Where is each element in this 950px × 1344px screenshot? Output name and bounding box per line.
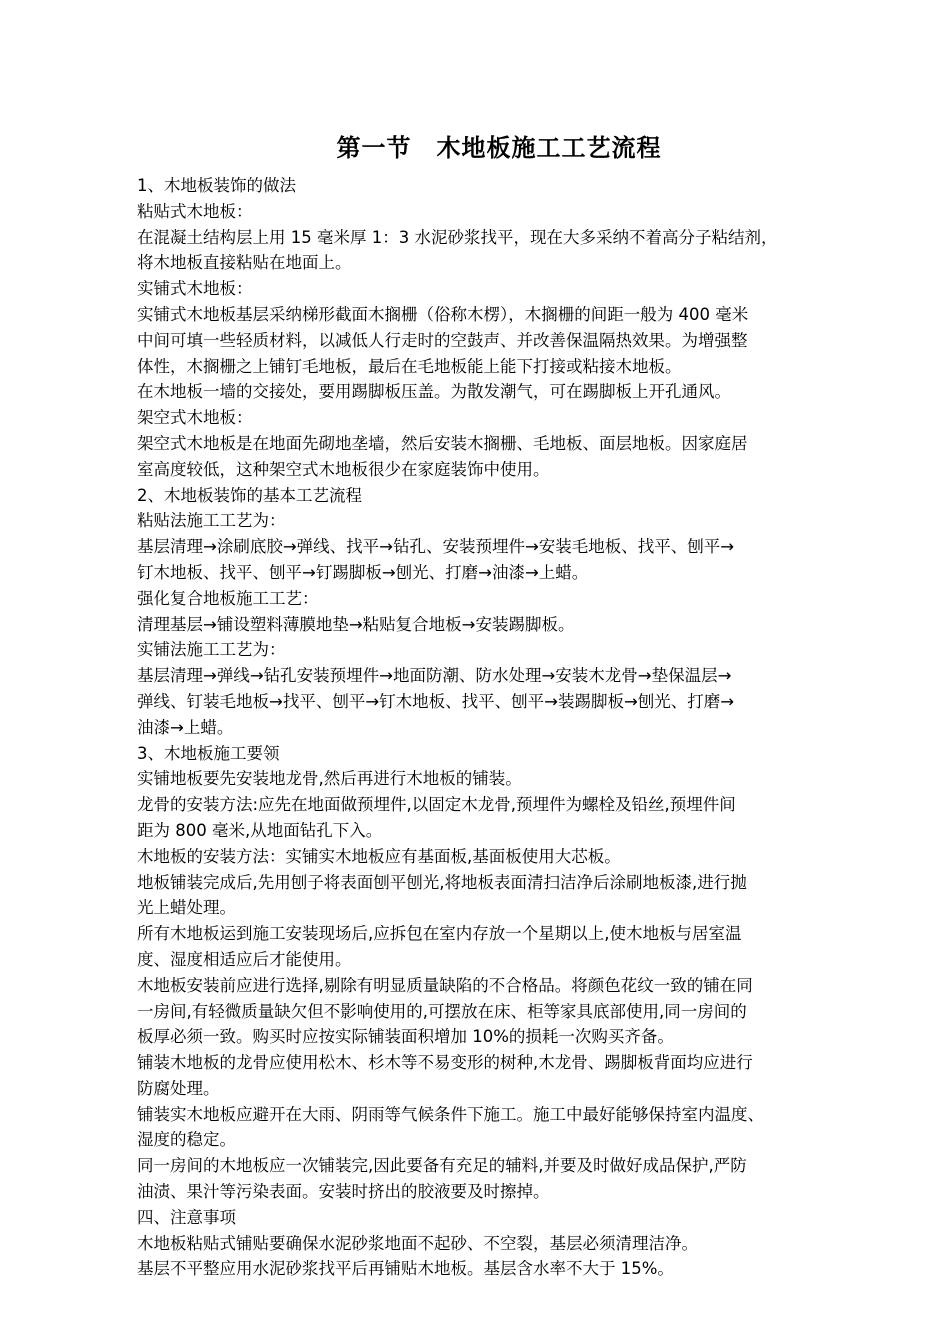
- text-line: 油漆→上蜡。: [137, 717, 234, 737]
- text-line: 木地板粘贴式铺贴要确保水泥砂浆地面不起砂、不空裂，基层必须清理洁净。: [137, 1233, 698, 1253]
- text-line: 中间可填一些轻质材料，以减低人行走时的空鼓声、并改善保温隔热效果。为增强整: [137, 330, 748, 350]
- text-line: 3、木地板施工要领: [137, 743, 280, 763]
- text-line: 将木地板直接粘贴在地面上。: [137, 253, 352, 273]
- text-line: 粘贴式木地板：: [137, 201, 253, 221]
- document-body: [137, 173, 873, 1282]
- text-line: 实铺式木地板基层采纳梯形截面木搁栅（俗称木楞），木搁栅的间距一般为 400 毫米: [137, 304, 749, 324]
- text-line: 钉木地板、找平、刨平→钉踢脚板→刨光、打磨→油漆→上蜡。: [137, 562, 589, 582]
- text-line: 基层不平整应用水泥砂浆找平后再铺贴木地板。基层含水率不大于 15%。: [137, 1259, 674, 1279]
- text-line: 木地板的安装方法：实铺实木地板应有基面板,基面板使用大芯板。: [137, 846, 621, 866]
- text-line: 实铺法施工工艺为：: [137, 640, 286, 660]
- text-line: 一房间,有轻微质量缺欠但不影响使用的,可摆放在床、柜等家具底部使用,同一房间的: [137, 1001, 747, 1021]
- text-line: 基层清理→涂刷底胶→弹线、找平→钻孔、安装预埋件→安装毛地板、找平、刨平→: [137, 537, 735, 557]
- text-line: 架空式木地板是在地面先砌地垄墙，然后安装木搁栅、毛地板、面层地板。因家庭居: [137, 433, 748, 453]
- text-line: 架空式木地板：: [137, 408, 253, 428]
- text-line: 龙骨的安装方法:应先在地面做预埋件,以固定木龙骨,预埋件为螺栓及铅丝,预埋件间: [137, 795, 736, 815]
- text-line: 湿度的稳定。: [137, 1130, 236, 1150]
- text-line: 油渍、果汁等污染表面。安装时挤出的胶液要及时擦掉。: [137, 1182, 550, 1202]
- text-line: 体性，木搁栅之上铺钉毛地板，最后在毛地板能上能下打接或粘接木地板。: [137, 356, 682, 376]
- text-line: 实铺地板要先安装地龙骨,然后再进行木地板的铺装。: [137, 769, 522, 789]
- document-title: 第一节 木地板施工工艺流程: [336, 133, 662, 162]
- text-line: 光上蜡处理。: [137, 898, 236, 918]
- text-line: 铺装木地板的龙骨应使用松木、杉木等不易变形的树种,木龙骨、踢脚板背面均应进行: [137, 1053, 753, 1073]
- text-line: 木地板安装前应进行选择,剔除有明显质量缺陷的不合格品。将颜色花纹一致的铺在同: [137, 975, 753, 995]
- text-line: 1、木地板装饰的做法: [137, 176, 296, 195]
- text-line: 弹线、钉装毛地板→找平、刨平→钉木地板、找平、刨平→装踢脚板→刨光、打磨→: [137, 691, 735, 711]
- text-line: 在木地板一墙的交接处，要用踢脚板压盖。为散发潮气，可在踢脚板上开孔通风。: [137, 382, 731, 402]
- text-line: 实铺式木地板：: [137, 279, 253, 299]
- text-line: 度、湿度相适应后才能使用。: [137, 949, 352, 969]
- text-line: 在混凝土结构层上用 15 毫米厚 1：3 水泥砂浆找平，现在大多采纳不着高分子粘结剂，: [137, 227, 778, 247]
- text-line: 地板铺装完成后,先用刨子将表面刨平刨光,将地板表面清扫洁净后涂刷地板漆,进行抛: [137, 872, 747, 892]
- text-line: 2、木地板装饰的基本工艺流程: [137, 485, 362, 505]
- text-line: 铺装实木地板应避开在大雨、阴雨等气候条件下施工。施工中最好能够保持室内温度、: [137, 1104, 764, 1124]
- text-line: 距为 800 毫米,从地面钻孔下入。: [137, 820, 383, 840]
- text-line: 基层清理→弹线→钻孔安装预埋件→地面防潮、防水处理→安装木龙骨→垫保温层→: [137, 666, 732, 686]
- text-line: 同一房间的木地板应一次铺装完,因此要备有充足的辅料,并要及时做好成品保护,严防: [137, 1156, 747, 1176]
- text-line: 四、注意事项: [137, 1207, 236, 1227]
- text-line: 清理基层→铺设塑料薄膜地垫→粘贴复合地板→安装踢脚板。: [137, 614, 575, 634]
- text-line: 防腐处理。: [137, 1078, 220, 1098]
- text-line: 板厚必须一致。购买时应按实际铺装面积增加 10%的损耗一次购买齐备。: [137, 1027, 674, 1047]
- text-line: 强化复合地板施工工艺：: [137, 588, 319, 608]
- text-line: 室高度较低，这种架空式木地板很少在家庭装饰中使用。: [137, 459, 550, 479]
- text-line: 粘贴法施工工艺为：: [137, 511, 286, 531]
- text-line: 所有木地板运到施工安装现场后,应拆包在室内存放一个星期以上,使木地板与居室温: [137, 924, 742, 944]
